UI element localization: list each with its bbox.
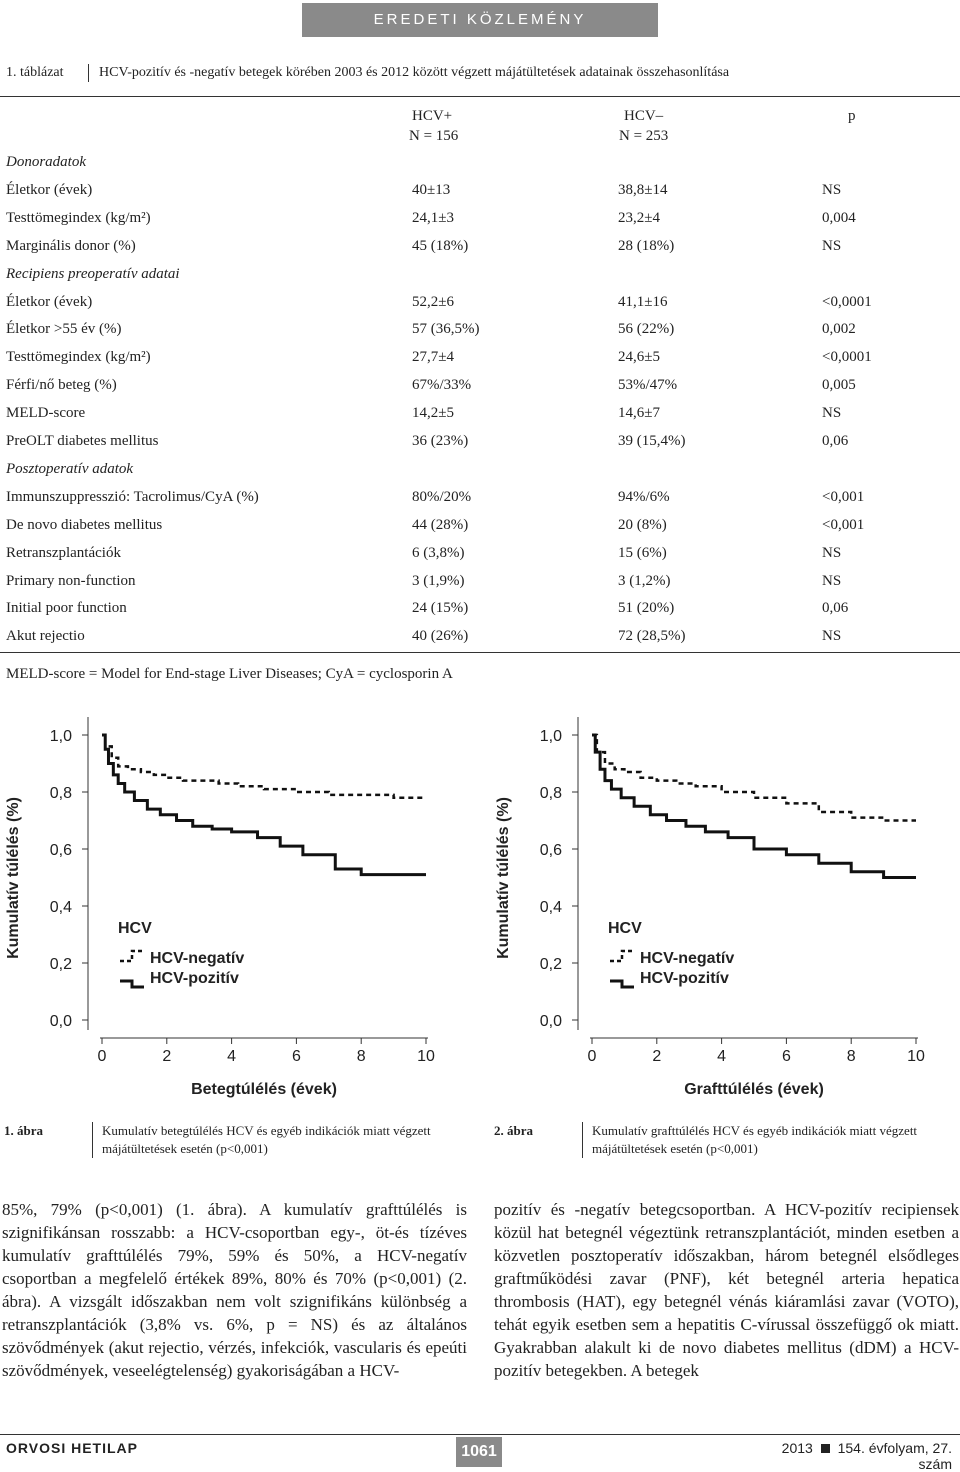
figure-1-text: Kumulatív betegtúlélés HCV és egyéb indikációk miatt végzett májátültetések esetén (p<0,001) (102, 1123, 431, 1156)
legend-label: HCV-pozitív (640, 970, 729, 987)
caption-divider (88, 64, 89, 82)
y-tick-label: 0,8 (539, 785, 562, 802)
table-row (6, 600, 960, 620)
figure-2-divider (582, 1122, 583, 1158)
x-tick-label: 8 (846, 1048, 856, 1065)
x-tick-label: 2 (652, 1048, 662, 1065)
col-p-name: p (848, 108, 856, 124)
y-tick-label: 0,4 (49, 899, 72, 916)
row-label: Életkor (évek) (6, 181, 93, 198)
row-label: Férfi/nő beteg (%) (6, 377, 117, 394)
chart-patient-survival (0, 705, 480, 1105)
cell-p: NS (822, 181, 842, 198)
cell-p: 0,005 (822, 377, 856, 394)
cell-p: NS (822, 237, 842, 254)
table-row (6, 294, 960, 314)
x-tick-label: 0 (587, 1048, 597, 1065)
cell-hcvneg: 23,2±4 (618, 209, 660, 226)
legend-symbol-hcv-positive (610, 981, 634, 987)
legend-title: HCV (608, 920, 642, 937)
cell-p: <0,0001 (822, 293, 872, 310)
cell-hcvneg: 72 (28,5%) (618, 628, 686, 645)
cell-hcvpos: 40 (26%) (412, 628, 469, 645)
cell-hcvpos: 80%/20% (412, 488, 472, 505)
footer-year: 2013 (781, 1440, 813, 1456)
cell-hcvneg: 39 (15,4%) (618, 433, 686, 449)
row-label: Testtömegindex (kg/m²) (6, 209, 151, 226)
y-axis-label: Kumulatív túlélés (%) (495, 797, 512, 959)
cell-hcvneg: 14,6±7 (618, 405, 660, 422)
cell-hcvneg: 20 (8%) (618, 516, 667, 533)
series-line-hcv-negative (102, 735, 426, 798)
legend-symbol-hcv-negative (610, 951, 634, 961)
footer-issue-info (752, 1440, 952, 1472)
cell-hcvpos: 57 (36,5%) (412, 321, 480, 338)
x-tick-label: 10 (907, 1048, 925, 1065)
y-tick-label: 1,0 (49, 728, 72, 745)
x-tick-label: 4 (717, 1048, 727, 1065)
cell-hcvpos: 3 (1,9%) (412, 572, 465, 589)
table-row (6, 573, 960, 593)
table-bottom-rule (0, 652, 960, 653)
row-label: Primary non-function (6, 572, 136, 589)
figure-1-caption (4, 1122, 484, 1162)
legend-label: HCV-negatív (640, 950, 735, 967)
cell-p: <0,001 (822, 516, 865, 533)
cell-hcvneg: 51 (20%) (618, 600, 675, 617)
row-label: De novo diabetes mellitus (6, 516, 163, 533)
cell-hcvpos: 24 (15%) (412, 600, 469, 617)
footer-square-icon (821, 1444, 830, 1453)
figure-2-text: Kumulatív grafttúlélés HCV és egyéb indikációk miatt végzett májátültetések esetén (p<0,001) (592, 1123, 918, 1156)
table-row (6, 517, 960, 537)
cell-p: 0,004 (822, 209, 856, 226)
table-top-rule (0, 96, 960, 97)
section-title: Donoradatok (6, 154, 86, 170)
page-number: 1061 (461, 1443, 497, 1460)
table-section-row (6, 266, 960, 286)
cell-hcvneg: 3 (1,2%) (618, 572, 671, 589)
table-row (6, 349, 960, 369)
cell-hcvpos: 36 (23%) (412, 433, 469, 449)
series-line-hcv-positive (102, 735, 426, 875)
chart-graft-survival (490, 705, 960, 1105)
row-label: Retranszplantációk (6, 544, 121, 561)
table-caption (6, 64, 729, 82)
col-hcvpos-name: HCV+ (412, 108, 453, 124)
legend-label: HCV-negatív (150, 950, 245, 967)
cell-p: NS (822, 544, 842, 561)
cell-hcvpos: 67%/33% (412, 377, 472, 394)
y-tick-label: 0,4 (539, 899, 562, 916)
body-left-text: 85%, 79% (p<0,001) (1. ábra). A kumulatív grafttúlélés is szignifikánsan rosszabb: a HCV-csoportban egy-, öt-és tízéves kumulatív grafttúlélés 79%, 59% és 50%, a HCV-negatív csoportban a megfelelő értékek 89%, 80% és 70% (p<0,001) (2. ábra). A vizsgált időszakban nem volt szignifikáns különbség a retranszplantációk (3,8% vs. 6%, p = NS) és az általános szövődmények (akut rejectio, vérzés, infekciók, vascularis és epeúti szövődmények, veseelégtelenség) gyakoriságában a HCV- (2, 1200, 467, 1380)
x-tick-label: 4 (227, 1048, 237, 1065)
body-right-column (494, 1198, 959, 1382)
row-label: PreOLT diabetes mellitus (6, 433, 159, 449)
cell-p: 0,002 (822, 321, 856, 338)
footer-journal: ORVOSI HETILAP (6, 1440, 138, 1456)
section-title: Posztoperatív adatok (6, 460, 134, 477)
page-number-box (456, 1437, 502, 1467)
legend-symbol-hcv-negative (120, 951, 144, 961)
table-row (6, 405, 960, 425)
cell-hcvpos: 27,7±4 (412, 349, 454, 366)
row-label: Életkor (évek) (6, 293, 93, 310)
x-tick-label: 6 (291, 1048, 301, 1065)
row-label: Testtömegindex (kg/m²) (6, 349, 151, 366)
table-row (6, 182, 960, 202)
x-axis-label: Betegtúlélés (évek) (191, 1081, 337, 1098)
cell-p: 0,06 (822, 433, 849, 449)
row-label: Életkor >55 év (%) (6, 321, 122, 338)
x-tick-label: 8 (356, 1048, 366, 1065)
legend-label: HCV-pozitív (150, 970, 239, 987)
cell-p: 0,06 (822, 600, 849, 617)
table-row (6, 489, 960, 509)
figure-1-label: 1. ábra (4, 1123, 43, 1138)
table-section-row (6, 461, 960, 481)
y-tick-label: 0,0 (539, 1013, 562, 1030)
cell-hcvneg: 53%/47% (618, 377, 678, 394)
y-tick-label: 0,0 (49, 1013, 72, 1030)
table-footnote: MELD-score = Model for End-stage Liver Diseases; CyA = cyclosporin A (6, 666, 453, 682)
table-section-row (6, 154, 960, 174)
row-label: MELD-score (6, 405, 86, 422)
cell-hcvneg: 56 (22%) (618, 321, 675, 338)
cell-hcvneg: 15 (6%) (618, 544, 667, 561)
section-title: Recipiens preoperatív adatai (6, 265, 180, 282)
cell-hcvpos: 6 (3,8%) (412, 544, 465, 561)
y-tick-label: 0,2 (539, 956, 562, 973)
series-line-hcv-positive (592, 735, 916, 878)
col-hcvpos-n: N = 156 (409, 128, 459, 144)
cell-hcvneg: 41,1±16 (618, 293, 668, 310)
legend-symbol-hcv-positive (120, 981, 144, 987)
table-row (6, 377, 960, 397)
cell-p: NS (822, 628, 842, 645)
table-row (6, 238, 960, 258)
table-row (6, 628, 960, 648)
figure-2-caption (494, 1122, 960, 1162)
cell-p: NS (822, 405, 842, 422)
row-label: Initial poor function (6, 600, 127, 617)
cell-hcvneg: 38,8±14 (618, 181, 668, 198)
table-row (6, 433, 960, 453)
y-axis-label: Kumulatív túlélés (%) (5, 797, 22, 959)
y-tick-label: 0,2 (49, 956, 72, 973)
cell-hcvneg: 94%/6% (618, 488, 670, 505)
cell-p: NS (822, 572, 842, 589)
row-label: Immunszuppresszió: Tacrolimus/CyA (%) (6, 488, 259, 505)
y-tick-label: 0,6 (49, 842, 72, 859)
x-tick-label: 6 (781, 1048, 791, 1065)
cell-hcvpos: 44 (28%) (412, 516, 469, 533)
cell-hcvpos: 14,2±5 (412, 405, 454, 422)
table-row (6, 321, 960, 341)
col-hcvneg-name: HCV– (624, 108, 664, 124)
y-tick-label: 1,0 (539, 728, 562, 745)
cell-hcvpos: 52,2±6 (412, 293, 454, 310)
body-left-column (2, 1198, 467, 1382)
figure-1-divider (92, 1122, 93, 1158)
legend-title: HCV (118, 920, 152, 937)
cell-hcvneg: 24,6±5 (618, 349, 660, 366)
x-axis-label: Grafttúlélés (évek) (684, 1081, 824, 1098)
table-row (6, 545, 960, 565)
cell-hcvpos: 45 (18%) (412, 237, 469, 254)
cell-p: <0,0001 (822, 349, 872, 366)
section-header-band (302, 3, 658, 37)
cell-hcvpos: 24,1±3 (412, 209, 454, 226)
y-tick-label: 0,8 (49, 785, 72, 802)
body-right-text: pozitív és -negatív betegcsoportban. A HCV-pozitív recipiensek közül hat betegnél végeztünk retranszplantációt, minden esetben a közvetlen posztoperatív időszakban, három betegnél elsődleges graftműködési zavar (PNF), két betegnél arteria hepatica thrombosis (HAT), egy betegnél vénás kiáramlási zavar (VOTO), tehát egyik esetben sem a hepatitis C-vírussal összefüggő ok miatt. Gyakrabban alakult ki de novo diabetes mellitus (dDM) a HCV-pozitív betegekben. A betegek (494, 1200, 959, 1380)
table-row (6, 210, 960, 230)
table-label: 1. táblázat (6, 65, 64, 81)
table-header (0, 108, 960, 148)
x-tick-label: 2 (162, 1048, 172, 1065)
cell-hcvpos: 40±13 (412, 181, 451, 198)
x-tick-label: 10 (417, 1048, 435, 1065)
y-tick-label: 0,6 (539, 842, 562, 859)
row-label: Marginális donor (%) (6, 237, 136, 254)
cell-hcvneg: 28 (18%) (618, 237, 675, 254)
x-tick-label: 0 (97, 1048, 107, 1065)
col-hcvneg-n: N = 253 (619, 128, 669, 144)
table-caption-text: HCV-pozitív és -negatív betegek körében 2003 és 2012 között végzett májátültetések adatainak összehasonlítása (99, 65, 730, 81)
cell-p: <0,001 (822, 488, 865, 505)
section-label: EREDETI KÖZLEMÉNY (373, 11, 587, 28)
row-label: Akut rejectio (6, 628, 85, 645)
figure-2-label: 2. ábra (494, 1123, 533, 1138)
footer-issue: 154. évfolyam, 27. szám (837, 1440, 952, 1472)
footer-rule (0, 1434, 960, 1435)
